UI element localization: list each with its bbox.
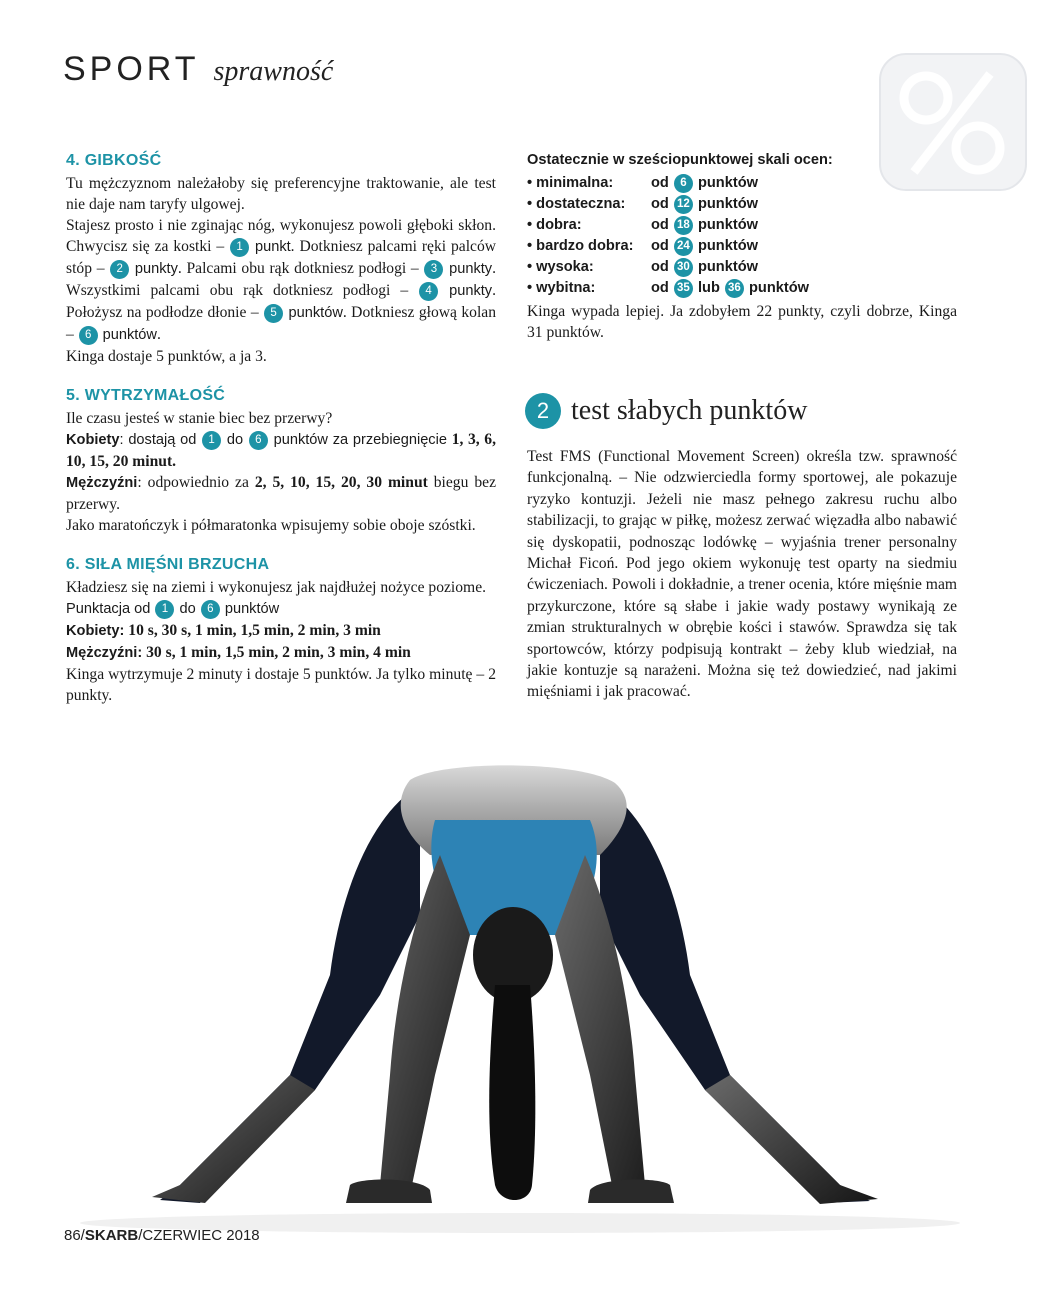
scale-row: • dobra: od 18 punktów [527, 217, 758, 233]
paragraph: Stajesz prosto i nie zginając nóg, wykonujesz powoli głęboki skłon. Chwycisz się za kostki – 1 punkt. Dotkniesz palcami ręki palców stóp – 2 punkty. Palcami obu rąk dotkniesz podłogi – 3 punkty. Wszystkimi palcami obu rąk dotkniesz podłogi – 4 punkty. Położysz na podłodze dłonie – 5 punktów. Dotkniesz głową kolan – 6 punktów. [66, 217, 497, 343]
score-badge: 36 [725, 279, 744, 298]
score-badge: 18 [674, 216, 693, 235]
score-badge: 6 [674, 174, 693, 193]
score-badge: 6 [201, 600, 220, 619]
yoga-photo [40, 745, 1000, 1245]
scale-title: Ostatecznie w sześciopunktowej skali ocen: [527, 152, 833, 168]
scale-row: • minimalna: od 6 punktów [527, 175, 758, 191]
scale-row: • dostateczna: od 12 punktów [527, 196, 758, 212]
scale-row: • bardzo dobra: od 24 punktów [527, 238, 758, 254]
paragraph: Kinga dostaje 5 punktów, a ja 3. [66, 348, 267, 365]
paragraph: Kinga wytrzymuje 2 minuty i dostaje 5 punktów. Ja tylko minutę – 2 punkty. [66, 666, 496, 704]
scale-row: • wybitna: od 35 lub 36 punktów [527, 280, 809, 296]
women-times: Kobiety: 10 s, 30 s, 1 min, 1,5 min, 2 min, 3 min [66, 622, 381, 639]
score-badge: 6 [79, 326, 98, 345]
magazine-name: SKARB [84, 1227, 139, 1244]
score-line: Punktacja od 1 do 6 punktów [66, 601, 280, 617]
section-endurance [66, 385, 496, 536]
score-badge: 4 [419, 282, 438, 301]
paragraph: Kładziesz się na ziemi i wykonujesz jak najdłużej nożyce poziome. [66, 579, 487, 596]
score-badge: 1 [230, 238, 249, 257]
page-header [63, 50, 333, 89]
section-title: SPORT [63, 50, 200, 88]
score-badge: 6 [249, 431, 268, 450]
section2-body: Test FMS (Functional Movement Screen) określa tzw. sprawność funkcjonalną. – Nie odzwierciedla formy sportowej, ale pokazuje ryzyko kontuzji. Jeżeli nie masz pełnego zakresu ruchu albo stabilizacji, to grając w piłkę, możesz zerwać więzadła albo nabawić się dyskopatii, podnosząc lodówkę – wyjaśnia trener personalny Michał Ficoń. Pod jego okiem wykonuję test oparty na siedmiu ćwiczeniach. Powoli i dokładnie, a trener ocenia, które mięśnie mam przykurczone, które są słabe i jakie wady postawy wynikają ze zmian strukturalnych w obrębie kości i stawów. Sprawdza się tak sportowców, którzy podpisują kontrakt – żeby klub wiedział, na jakie kontuzje są narażeni. Można się też dowiedzieć, nad jakimi mięśniami i jak pracować. [527, 448, 957, 701]
score-badge: 3 [424, 260, 443, 279]
paragraph: Kobiety: dostają od 1 do 6 punktów za przebiegnięcie 1, 3, 6, 10, 15, 20 minut. [66, 431, 496, 470]
page-number: 86/ [64, 1227, 85, 1244]
paragraph: Mężczyźni: odpowiednio za 2, 5, 10, 15, 20, 30 minut biegu bez przerwy. [66, 474, 496, 513]
score-badge: 1 [202, 431, 221, 450]
paragraph: Ile czasu jesteś w stanie biec bez przerwy? [66, 410, 333, 427]
section2-heading [525, 393, 807, 429]
scale-row: • wysoka: od 30 punktów [527, 259, 758, 275]
paragraph: Jako maratończyk i półmaratonka wpisujemy sobie oboje szóstki. [66, 517, 476, 534]
score-badge: 24 [674, 237, 693, 256]
score-badge: 5 [264, 304, 283, 323]
score-badge: 35 [674, 279, 693, 298]
score-badge: 1 [155, 600, 174, 619]
score-badge: 12 [674, 195, 693, 214]
section-subtitle: sprawność [213, 56, 334, 87]
scale-list [527, 173, 957, 278]
score-badge: 30 [674, 258, 693, 277]
score-badge: 2 [110, 260, 129, 279]
section-number-badge: 2 [525, 393, 561, 429]
left-column [66, 150, 496, 724]
page-footer [64, 1227, 260, 1244]
section-flexibility [66, 150, 496, 367]
right-column [527, 150, 957, 343]
section-core-strength [66, 554, 496, 706]
issue-date: /CZERWIEC 2018 [138, 1227, 260, 1244]
heading-core-strength: 6. SIŁA MIĘŚNI BRZUCHA [66, 556, 270, 573]
section2-title: test słabych punktów [571, 395, 808, 426]
men-times: Mężczyźni: 30 s, 1 min, 1,5 min, 2 min, 3 min, 4 min [66, 644, 411, 661]
heading-flexibility: 4. GIBKOŚĆ [66, 152, 162, 169]
paragraph: Tu mężczyznom należałoby się preferencyjne traktowanie, ale test nie daje nam taryfy ulgowej. [66, 175, 496, 213]
heading-endurance: 5. WYTRZYMAŁOŚĆ [66, 387, 226, 404]
paragraph: Kinga wypada lepiej. Ja zdobyłem 22 punkty, czyli dobrze, Kinga 31 punktów. [527, 303, 957, 341]
